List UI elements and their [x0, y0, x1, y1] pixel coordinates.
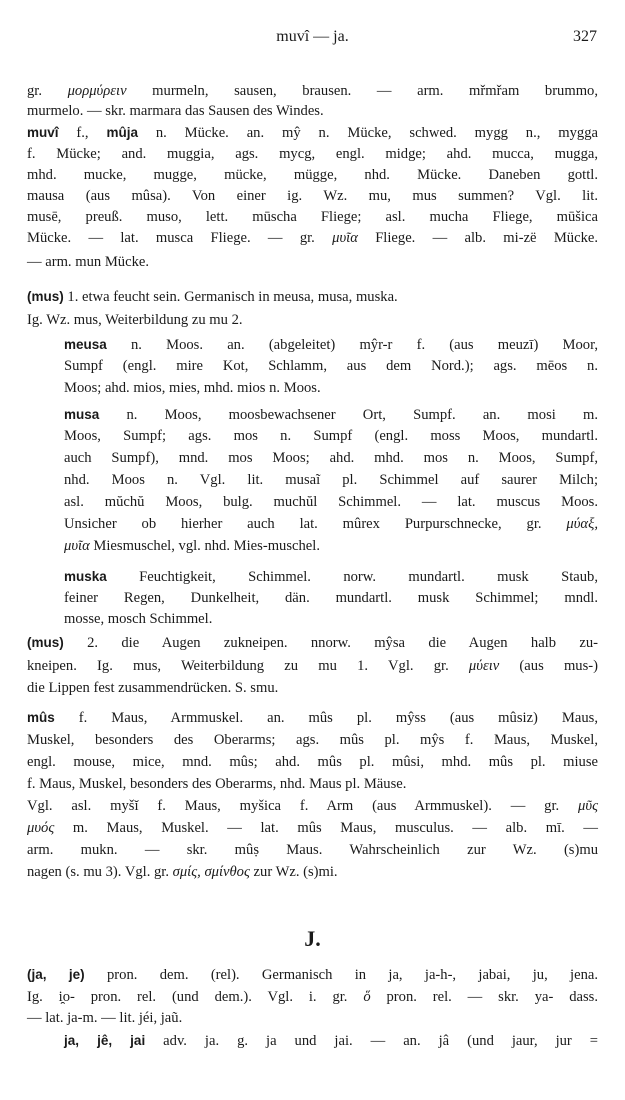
text-line [64, 378, 598, 398]
text-segment: Fliege. — alb. mi-zë Mücke. [357, 230, 598, 246]
text-segment: f. Mücke; and. muggia, ags. mycg, engl. midge; ahd. mucca, mugga, [27, 146, 598, 162]
text-segment: pron. dem. (rel). Germanisch in ja, ja-h-, jabai, ju, jena. [84, 967, 598, 983]
headword: (mus) [27, 635, 64, 650]
text-line [27, 965, 598, 985]
text-segment: auch Sumpf), mnd. mos Moos; ahd. mhd. mos n. Moos, Sumpf, [64, 450, 598, 466]
headword: muvî [27, 125, 59, 140]
text-line [64, 536, 598, 556]
text-segment: 2. die Augen zukneipen. nnorw. mŷsa die Augen halb zu- [63, 635, 598, 651]
greek-form: μυῖα [332, 230, 358, 246]
text-line [27, 81, 598, 101]
text-line [27, 207, 598, 227]
greek-form: μυῖα [64, 538, 90, 554]
text-line [64, 356, 598, 376]
text-line [27, 987, 598, 1007]
text-segment: n. Moos, moosbewachsener Ort, Sumpf. an. mosi m. [99, 407, 598, 423]
running-header: muvî — ja. [276, 28, 349, 45]
text-line [27, 752, 598, 772]
text-segment: f. Maus, Armmuskel. an. mûs pl. mŷss (aus mûsiz) Maus, [54, 710, 598, 726]
text-line [27, 796, 598, 816]
text-line [27, 840, 598, 860]
text-line [64, 514, 598, 534]
text-line [27, 862, 598, 882]
text-segment: murmelo. — skr. marmara das Sausen des Windes. [27, 103, 324, 119]
greek-form: μύειν [468, 658, 500, 674]
text-segment: gr. [27, 83, 68, 99]
text-segment: f. Maus, Muskel, besonders des Oberarms, nhd. Maus pl. Mäuse. [27, 776, 407, 792]
greek-form: σμίς, σμίνθος [172, 864, 250, 880]
text-segment: 1. etwa feucht sein. Germanisch in meusa, musa, muska. [63, 289, 398, 305]
greek-form: ὅ [363, 989, 371, 1005]
text-line [64, 567, 598, 587]
headword: meusa [64, 337, 107, 352]
text-segment: Sumpf (engl. mire Kot, Schlamm, aus dem Nord.); ags. mēos n. [64, 358, 598, 374]
text-segment: arm. mukn. — skr. mûṣ Maus. Wahrscheinlich zur Wz. (s)mu [27, 842, 598, 858]
text-line [27, 708, 598, 728]
text-line [27, 252, 598, 272]
text-segment: n. Moos. an. (abgeleitet) mŷr-r f. (aus meuzī) Moor, [106, 337, 598, 353]
text-segment: Moos, Sumpf; ags. mos n. Sumpf (engl. moss Moos, mundartl. [64, 428, 598, 444]
text-line [27, 1008, 598, 1028]
headword: (mus) [27, 289, 64, 304]
text-line [64, 470, 598, 490]
headword: (ja, je) [27, 967, 85, 982]
text-segment: Ig. Wz. mus, Weiterbildung zu mu 2. [27, 312, 243, 328]
headword: mûs [27, 710, 55, 725]
text-segment: n. Mücke. an. mŷ n. Mücke, schwed. mygg n., mygga [137, 125, 598, 141]
text-segment: asl. mŭchŭ Moos, bulg. muchŭl Schimmel. — lat. muscus Moos. [64, 494, 598, 510]
text-segment: kneipen. Ig. mus, Weiterbildung zu mu 1. Vgl. gr. [27, 658, 469, 674]
text-segment: mosse, mosch Schimmel. [64, 611, 213, 627]
text-segment: Vgl. asl. myšĭ f. Maus, myšica f. Arm (aus Armmuskel). — gr. [27, 798, 579, 814]
text-line [27, 101, 598, 121]
text-segment: engl. mouse, mice, mnd. mûs; ahd. mûs pl. mûsi, mhd. mûs pl. miuse [27, 754, 598, 770]
text-segment: pron. rel. — skr. ya- dass. [370, 989, 598, 1005]
text-line [64, 1031, 598, 1051]
section-heading: J. [304, 926, 321, 951]
text-segment: Feuchtigkeit, Schimmel. norw. mundartl. musk Staub, [106, 569, 598, 585]
text-segment: nhd. Moos n. Vgl. lit. musaĩ pl. Schimmel auf saurer Milch; [64, 472, 598, 488]
text-line [27, 774, 598, 794]
text-line [27, 186, 598, 206]
text-line [27, 633, 598, 653]
text-line [27, 310, 598, 330]
headword: mûja [106, 125, 138, 140]
headword: musa [64, 407, 100, 422]
text-line [64, 588, 598, 608]
greek-form: μυός [27, 820, 55, 836]
text-segment: mhd. mucke, mugge, mücke, mügge, nhd. Mücke. Daneben gottl. [27, 167, 598, 183]
greek-form: μῦς [578, 798, 598, 814]
text-segment: Ig. i̯o- pron. rel. (und dem.). Vgl. i. gr. [27, 989, 364, 1005]
text-segment: Muskel, besonders des Oberarms; ags. mûs pl. mŷs f. Maus, Muskel, [27, 732, 598, 748]
text-segment: adv. ja. g. ja und jai. — an. jâ (und jaur, jur = [145, 1033, 599, 1049]
text-segment: die Lippen fest zusammendrücken. S. smu. [27, 680, 279, 696]
headword: muska [64, 569, 107, 584]
text-line [64, 492, 598, 512]
text-line [64, 609, 598, 629]
text-line [27, 730, 598, 750]
text-line [27, 287, 598, 307]
text-segment: Unsicher ob hierher auch lat. mûrex Purpurschnecke, gr. [64, 516, 567, 532]
text-segment: m. Maus, Muskel. — lat. mûs Maus, musculus. — alb. mī. — [54, 820, 598, 836]
text-line [64, 335, 598, 355]
text-segment: murmeln, sausen, brausen. — arm. mřmřam brummo, [126, 83, 598, 99]
headword: ja, jê, jai [64, 1033, 146, 1048]
text-segment: — lat. ja-m. — lit. jéi, jaũ. [27, 1010, 183, 1026]
greek-form: μύαξ, [566, 516, 598, 532]
text-segment: — arm. mun Mücke. [27, 254, 149, 270]
text-segment: nagen (s. mu 3). Vgl. gr. [27, 864, 173, 880]
text-line [27, 144, 598, 164]
text-line [64, 426, 598, 446]
text-segment: feiner Regen, Dunkelheit, dän. mundartl. musk Schimmel; mndl. [64, 590, 598, 606]
text-segment: f., [58, 125, 107, 141]
text-segment: Mücke. — lat. musca Fliege. — gr. [27, 230, 333, 246]
text-line [27, 123, 598, 143]
text-line [27, 656, 598, 676]
text-line [27, 228, 598, 248]
text-segment: musē, preuß. muso, lett. mūscha Fliege; asl. mucha Fliege, mūšica [27, 209, 598, 225]
text-line [27, 678, 598, 698]
text-segment: mausa (aus mûsa). Von einer ig. Wz. mu, mus summen? Vgl. lit. [27, 188, 598, 204]
text-segment: Miesmuschel, vgl. nhd. Mies-muschel. [89, 538, 320, 554]
text-line [27, 165, 598, 185]
text-line [64, 405, 598, 425]
greek-form: μορμύρειν [67, 83, 127, 99]
text-segment: (aus mus-) [499, 658, 598, 674]
page-number: 327 [573, 28, 597, 45]
text-segment: Moos; ahd. mios, mies, mhd. mios n. Moos. [64, 380, 321, 396]
text-segment: zur Wz. (s)mi. [249, 864, 338, 880]
text-line [27, 818, 598, 838]
text-line [64, 448, 598, 468]
